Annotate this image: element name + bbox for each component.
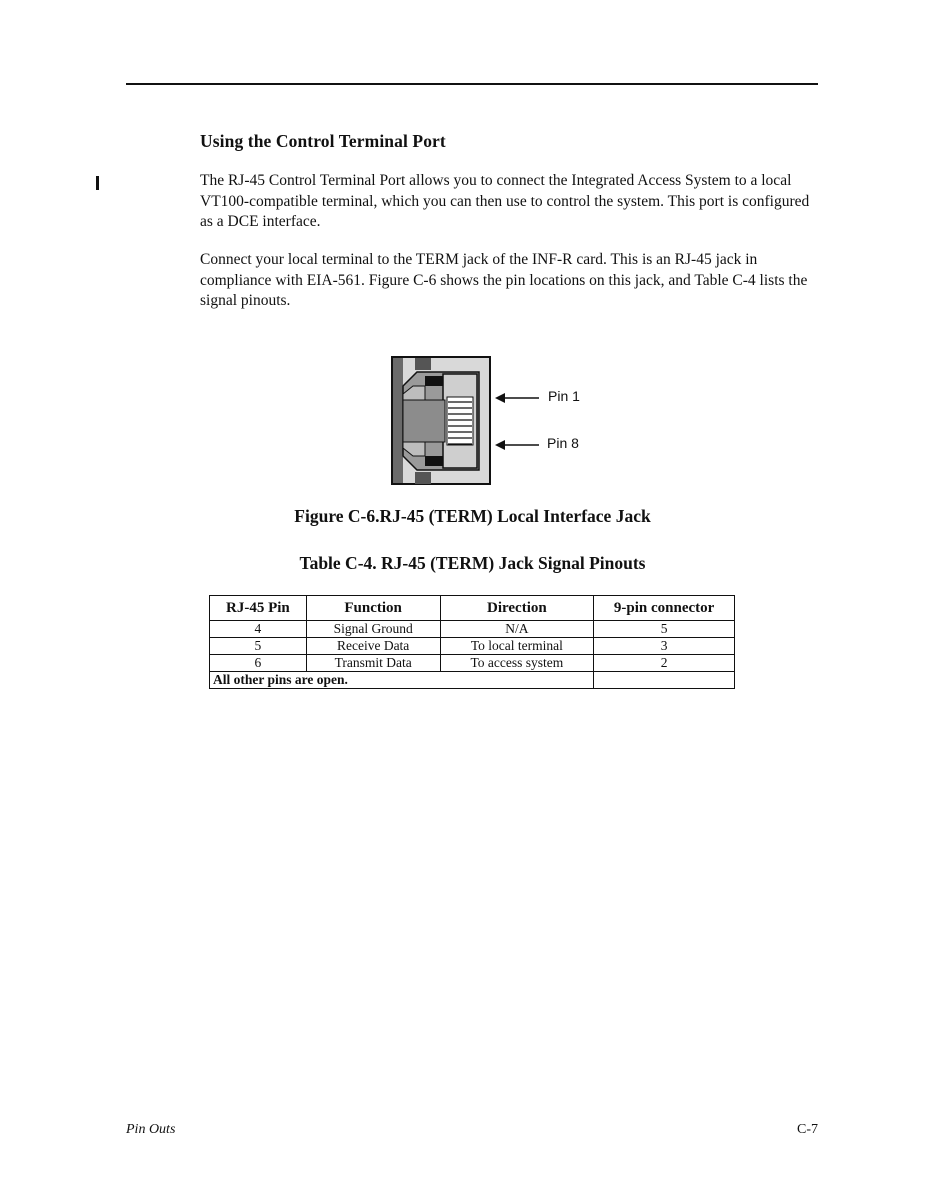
table-note: All other pins are open.: [210, 672, 594, 689]
paragraph-intro: The RJ-45 Control Terminal Port allows you to connect the Integrated Access System to a local VT100-compatible terminal, which you can then use to control the system. This port is configured as a DCE interface.: [200, 172, 810, 230]
pin-1-arrow: [495, 393, 539, 403]
header-rj45-pin: RJ-45 Pin: [210, 596, 307, 621]
cell-pin: 6: [210, 655, 307, 672]
pin-8-arrow: [495, 440, 539, 450]
footer-section-name: Pin Outs: [126, 1122, 176, 1137]
header-direction: Direction: [440, 596, 594, 621]
table-row: [210, 621, 735, 638]
table-caption: Table C-4. RJ-45 (TERM) Jack Signal Pinouts: [299, 553, 646, 573]
figure-caption: Figure C-6.RJ-45 (TERM) Local Interface Jack: [294, 506, 651, 526]
table-note-row: [210, 672, 735, 689]
cell-function: Receive Data: [306, 638, 440, 655]
cell-direction: To local terminal: [440, 638, 594, 655]
cell-connector: 3: [594, 638, 735, 655]
cell-connector: 2: [594, 655, 735, 672]
paragraph-connect: Connect your local terminal to the TERM jack of the INF-R card. This is an RJ-45 jack in compliance with EIA-561. Figure C-6 shows the pin locations on this jack, and Table C-4 lists the signal pinouts.: [200, 251, 808, 309]
rj45-jack-figure: [391, 356, 621, 486]
pin-1-label: Pin 1: [548, 388, 580, 404]
table-row: [210, 638, 735, 655]
change-bar: [96, 176, 99, 190]
cell-pin: 5: [210, 638, 307, 655]
header-rule: [126, 83, 818, 85]
cell-direction: To access system: [440, 655, 594, 672]
cell-function: Signal Ground: [306, 621, 440, 638]
table-row: [210, 655, 735, 672]
footer-page-number: C-7: [797, 1122, 818, 1137]
pin-8-label: Pin 8: [547, 435, 579, 451]
pinouts-table: [209, 595, 735, 689]
table-header-row: [210, 596, 735, 621]
section-heading: Using the Control Terminal Port: [200, 131, 446, 151]
cell-direction: N/A: [440, 621, 594, 638]
cell-empty: [594, 672, 735, 689]
cell-pin: 4: [210, 621, 307, 638]
cell-function: Transmit Data: [306, 655, 440, 672]
cell-connector: 5: [594, 621, 735, 638]
header-9-pin-connector: 9-pin connector: [594, 596, 735, 621]
header-function: Function: [306, 596, 440, 621]
